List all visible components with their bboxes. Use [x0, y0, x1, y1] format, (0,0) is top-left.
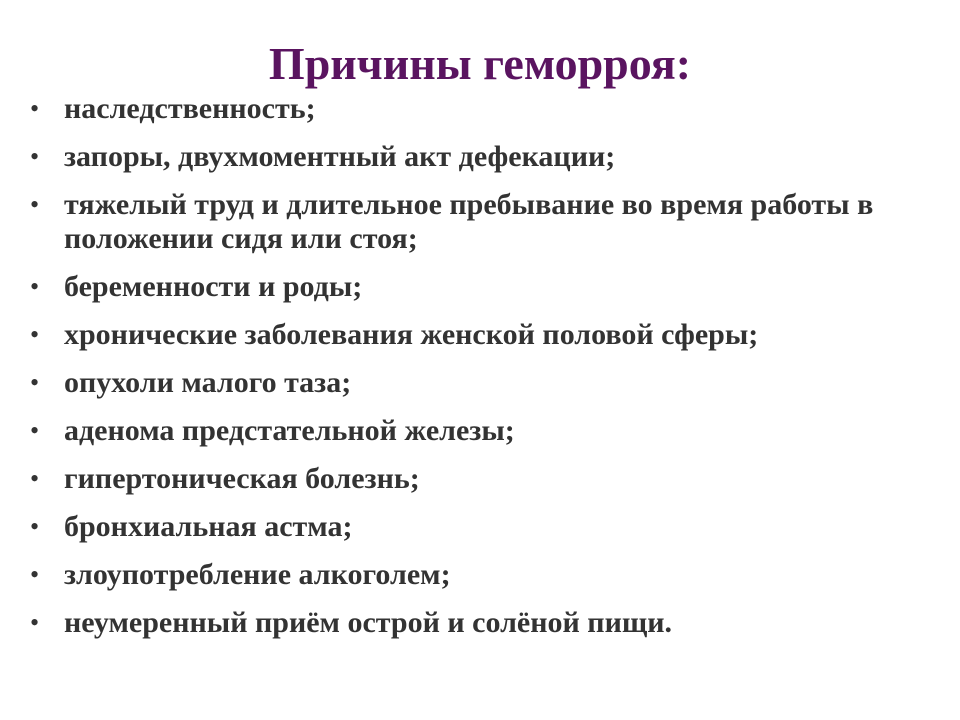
list-item-text: бронхиальная астма;	[64, 510, 353, 543]
list-item-text: опухоли малого таза;	[64, 366, 352, 399]
list-item	[30, 462, 940, 496]
list-item-text: хронические заболевания женской половой сферы;	[64, 318, 759, 351]
list-item	[30, 414, 940, 448]
list-item-text: гипертоническая болезнь;	[64, 462, 420, 495]
causes-list	[30, 92, 940, 654]
list-item-text: тяжелый труд и длительное пребывание во время работы в положении сидя или стоя;	[64, 188, 874, 255]
bullet-icon: •	[30, 368, 40, 397]
slide-title: Причины геморроя:	[268, 38, 692, 89]
list-item	[30, 606, 940, 640]
bullet-icon: •	[30, 608, 40, 637]
list-item-text: наследственность;	[64, 92, 316, 125]
list-item	[30, 92, 940, 126]
bullet-icon: •	[30, 94, 40, 123]
list-item	[30, 510, 940, 544]
bullet-icon: •	[30, 190, 40, 219]
bullet-icon: •	[30, 272, 40, 301]
list-item-text: злоупотребление алкоголем;	[64, 558, 451, 591]
list-item-text: беременности и роды;	[64, 270, 363, 303]
bullet-icon: •	[30, 560, 40, 589]
bullet-icon: •	[30, 512, 40, 541]
list-item	[30, 558, 940, 592]
bullet-icon: •	[30, 464, 40, 493]
list-item	[30, 366, 940, 400]
list-item-text: запоры, двухмоментный акт дефекации;	[64, 140, 616, 173]
list-item	[30, 270, 940, 304]
list-item-text: аденома предстательной железы;	[64, 414, 515, 447]
list-item	[30, 188, 940, 256]
list-item	[30, 140, 940, 174]
bullet-icon: •	[30, 142, 40, 171]
list-item-text: неумеренный приём острой и солёной пищи.	[64, 606, 672, 639]
bullet-icon: •	[30, 416, 40, 445]
list-item	[30, 318, 940, 352]
bullet-icon: •	[30, 320, 40, 349]
